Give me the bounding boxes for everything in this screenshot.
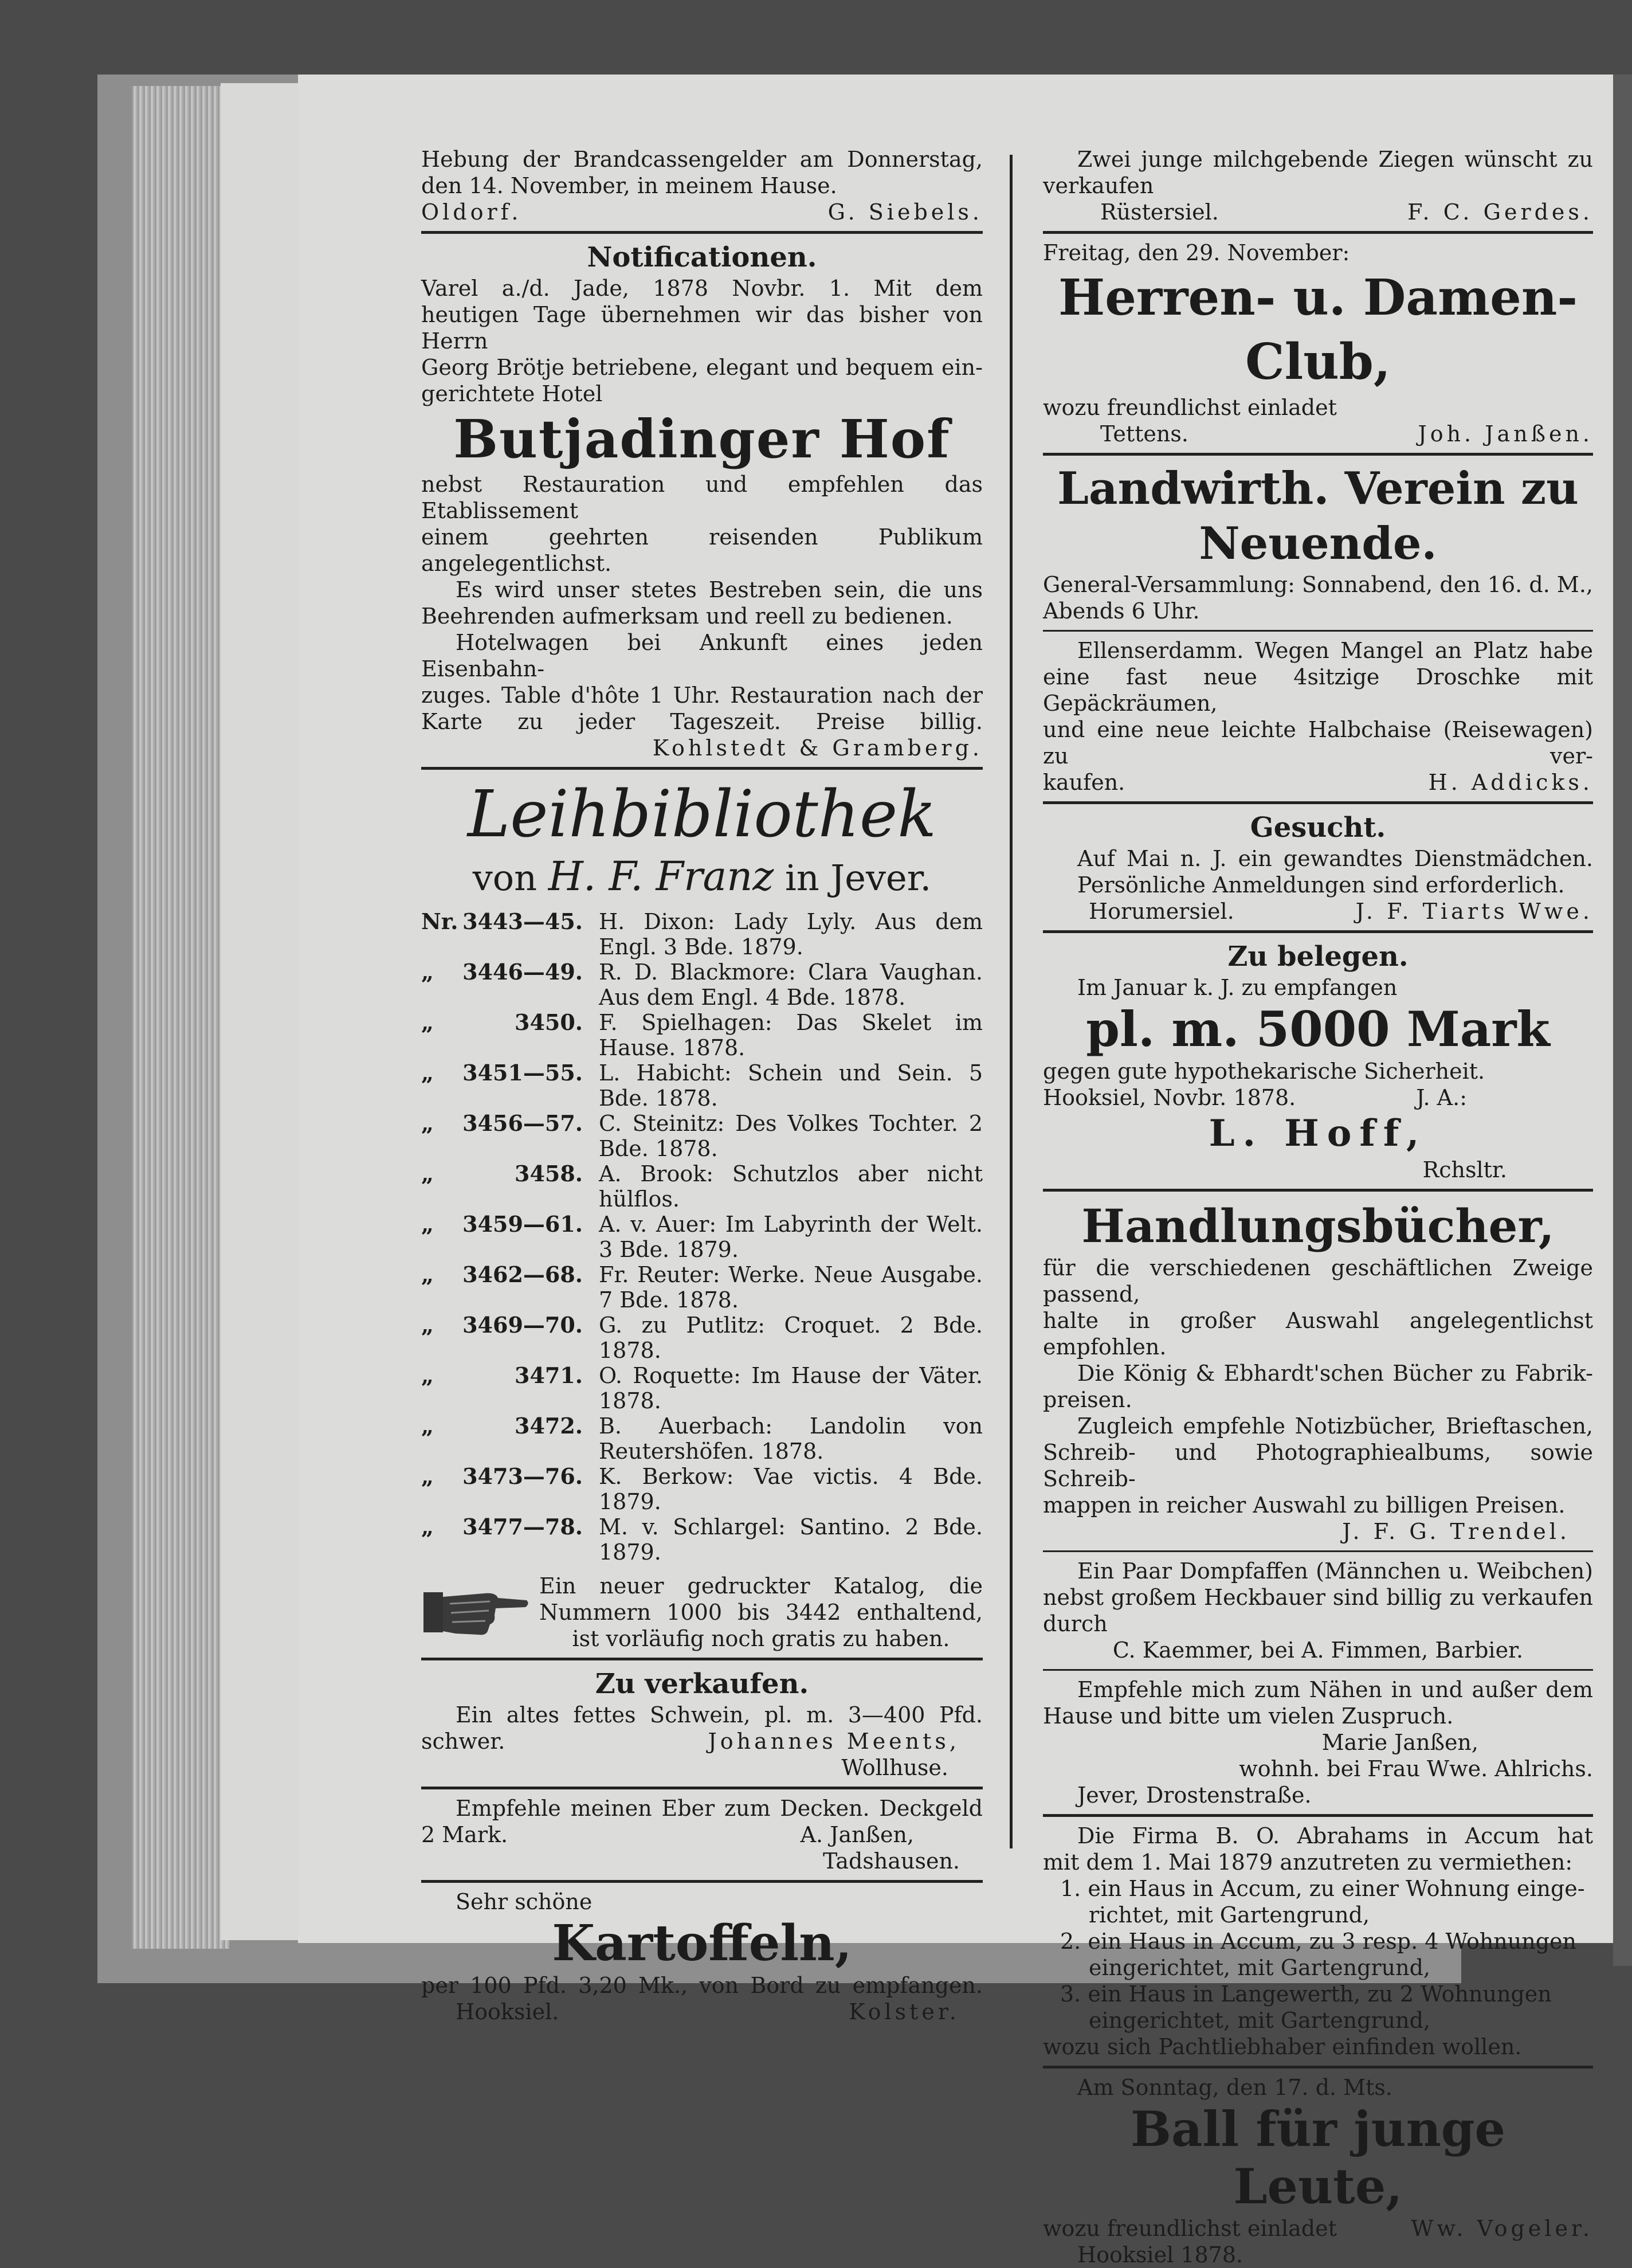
entry-mark: „	[421, 1413, 434, 1439]
entry-text: Fr. Reuter: Werke. Neue Ausgabe. 7 Bde. 1878.	[599, 1262, 983, 1313]
ball-sign: Ww. Vogeler.	[1411, 2216, 1593, 2241]
entry-number: 3472.	[515, 1413, 583, 1439]
entry-number: 3471.	[515, 1362, 583, 1388]
entry-text: K. Berkow: Vae victis. 4 Bde. 1879.	[599, 1464, 983, 1514]
ad-zu-belegen	[1043, 939, 1593, 1183]
entry-mark: „	[421, 1463, 434, 1489]
entry-text: A. v. Auer: Im Labyrinth der Welt. 3 Bde. 1879.	[599, 1212, 983, 1262]
entry-mark: „	[421, 1060, 434, 1086]
divider	[1043, 801, 1593, 804]
entry-mark: „	[421, 1009, 434, 1035]
ad-abrahams	[1043, 1823, 1593, 2060]
eber-place: Tadshausen.	[822, 1848, 960, 1874]
brand-line-1: Hebung der Brandcassengelder am Donnerstag,	[421, 147, 983, 172]
ad-notificationen	[421, 240, 983, 761]
divider	[1043, 1814, 1593, 1817]
notif-body-2: einem geehrten reisenden Publikum angelegentlichst.	[421, 524, 983, 576]
catalog-line-2: Nummern 1000 bis 3442 enthaltend,	[539, 1600, 983, 1625]
library-entry	[421, 959, 983, 1010]
naehen-name: Marie Janßen,	[1321, 1730, 1478, 1755]
verkaufen-line-2a: schwer.	[421, 1729, 505, 1754]
gesucht-sign: J. F. Tiarts Wwe.	[1355, 899, 1593, 924]
belegen-amount: pl. m. 5000 Mark	[1086, 1001, 1550, 1057]
verkaufen-line-1: Ein altes fettes Schwein, pl. m. 3—400 Pfd.	[456, 1702, 983, 1728]
library-entry	[421, 1111, 983, 1161]
naehen-addr: wohnh. bei Frau Wwe. Ahlrichs.	[1239, 1756, 1593, 1781]
divider	[421, 1787, 983, 1789]
entry-number: 3451—55.	[462, 1060, 583, 1086]
handlung-line-3: Die König & Ebhardt'schen Bücher zu Fabrik-	[1077, 1361, 1593, 1386]
ad-gesucht	[1043, 810, 1593, 925]
library-title: Leihbibliothek	[467, 777, 937, 852]
belegen-line-3b: J. A.:	[1416, 1085, 1467, 1110]
gesucht-place: Horumersiel.	[1089, 899, 1234, 924]
abrahams-line-1: Die Firma B. O. Abrahams in Accum hat	[1077, 1823, 1593, 1848]
entry-number: 3456—57.	[462, 1110, 583, 1136]
entry-number: 3459—61.	[462, 1211, 583, 1237]
entry-mark: „	[421, 959, 434, 985]
library-owner: H. F. Franz	[548, 853, 774, 900]
abrahams-item-2: 2. ein Haus in Accum, zu 3 resp. 4 Wohnungen eingerichtet, mit Gartengrund,	[1060, 1929, 1577, 1980]
entry-mark: „	[421, 1312, 434, 1338]
dompfaffen-line-3: C. Kaemmer, bei A. Fimmen, Barbier.	[1112, 1638, 1524, 1663]
club-invite: wozu freundlichst einladet	[1043, 395, 1337, 420]
verein-title-2: Neuende.	[1199, 518, 1437, 570]
ad-kartoffeln	[421, 1889, 983, 2025]
library-entry	[421, 1262, 983, 1313]
ball-title: Ball für junge Leute,	[1131, 2101, 1505, 2215]
notif-body-5: Hotelwagen bei Ankunft eines jeden Eisenbahn-	[421, 630, 983, 681]
droschke-line-1: Ellenserdamm. Wegen Mangel an Platz habe	[1077, 638, 1593, 663]
notif-sign: Kohlstedt & Gramberg.	[652, 735, 983, 761]
notif-body-1: nebst Restauration und empfehlen das Etablissement	[421, 472, 983, 523]
ad-zu-verkaufen	[421, 1666, 983, 1781]
ad-ball	[1043, 2074, 1593, 2268]
handlung-last: mappen in reicher Auswahl zu billigen Preisen.	[1043, 1493, 1566, 1518]
library-place: in Jever.	[784, 857, 932, 899]
club-place: Tettens.	[1100, 421, 1188, 446]
droschke-sign: H. Addicks.	[1428, 770, 1593, 795]
kartoffeln-intro: Sehr schöne	[456, 1889, 593, 1914]
ad-dompfaffen	[1043, 1558, 1593, 1663]
naehen-line-2: Hause und bitte um vielen Zuspruch.	[1043, 1703, 1454, 1729]
naehen-line-1: Empfehle mich zum Nähen in und außer dem	[1077, 1677, 1593, 1702]
handlung-sign: J. F. G. Trendel.	[1342, 1519, 1570, 1544]
entry-text: L. Habicht: Schein und Sein. 5 Bde. 1878.	[599, 1060, 983, 1111]
ad-eber	[421, 1795, 983, 1874]
entry-text: R. D. Blackmore: Clara Vaughan. Aus dem Engl. 4 Bde. 1878.	[599, 959, 983, 1010]
verkaufen-place: Wollhuse.	[841, 1755, 948, 1780]
ad-handlungsbuecher	[1043, 1197, 1593, 1545]
notif-body-3: Es wird unser stetes Bestreben sein, die uns	[456, 577, 983, 602]
abrahams-line-2: mit dem 1. Mai 1879 anzutreten zu vermiethen:	[1043, 1850, 1573, 1875]
handlung-line-1: für die verschiedenen geschäftlichen Zweige passend,	[1043, 1255, 1593, 1307]
notif-line-1: Varel a./d. Jade, 1878 Novbr. 1. Mit dem	[421, 276, 983, 301]
entry-text: A. Brook: Schutzlos aber nicht hülflos.	[599, 1161, 983, 1212]
library-entries	[421, 909, 983, 1565]
handlung-line-4: Zugleich empfehle Notizbücher, Brieftaschen,	[1077, 1413, 1593, 1439]
library-entry	[421, 1212, 983, 1262]
entry-mark: „	[421, 1110, 434, 1136]
notif-body-4: Beehrenden aufmerksam und reell zu bedienen.	[421, 604, 953, 629]
handlung-title: Handlungsbücher,	[1081, 1199, 1555, 1253]
ad-verein	[1043, 461, 1593, 624]
entry-number: 3473—76.	[462, 1463, 583, 1489]
club-sign: Joh. Janßen.	[1418, 421, 1593, 446]
entry-mark: „	[421, 1514, 434, 1540]
eber-line-2a: 2 Mark.	[421, 1822, 508, 1847]
kartoffeln-place: Hooksiel.	[456, 1999, 559, 2024]
droschke-last: kaufen.	[1043, 770, 1125, 795]
eber-line-1: Empfehle meinen Eber zum Decken. Deckgeld	[456, 1796, 983, 1821]
library-by-von: von	[472, 857, 538, 899]
brand-place: Oldorf.	[421, 199, 522, 225]
divider	[421, 231, 983, 234]
dompfaffen-line-2: nebst großem Heckbauer sind billig zu verkaufen durch	[1043, 1585, 1593, 1636]
droschke-line-3: und eine neue leichte Halbchaise (Reisewagen) zu ver-	[1043, 717, 1593, 769]
entry-number: 3469—70.	[462, 1312, 583, 1338]
naehen-place: Jever, Drostenstraße.	[1077, 1783, 1312, 1808]
handlung-line-5: Schreib- und Photographiealbums, sowie Schreib-	[1043, 1440, 1593, 1491]
right-column	[1043, 146, 1593, 2268]
entry-number: 3446—49.	[462, 959, 583, 985]
notif-line-2: heutigen Tage übernehmen wir das bisher von Herrn	[421, 302, 983, 354]
divider	[1043, 2066, 1593, 2069]
library-entry	[421, 1161, 983, 1212]
kartoffeln-sign: Kolster.	[849, 1999, 960, 2024]
ad-leihbibliothek	[421, 775, 983, 1652]
divider	[1043, 630, 1593, 632]
pointing-hand-icon	[421, 1581, 530, 1644]
entry-number: 3443—45.	[462, 908, 583, 934]
notif-heading: Notificationen.	[587, 241, 817, 273]
brand-line-2: den 14. November, in meinem Hause.	[421, 173, 837, 198]
entry-mark: „	[421, 1161, 434, 1186]
abrahams-last: wozu sich Pachtliebhaber einfinden wollen.	[1043, 2034, 1522, 2059]
catalog-line-1: Ein neuer gedruckter Katalog, die	[539, 1573, 983, 1599]
library-entry	[421, 1060, 983, 1111]
library-entry	[421, 1413, 983, 1464]
library-entry	[421, 1464, 983, 1514]
notif-line-3: Georg Brötje betriebene, elegant und bequem ein-	[421, 355, 983, 380]
page-edges	[132, 86, 229, 1949]
notif-body-6: zuges. Table d'hôte 1 Uhr. Restauration nach der	[421, 683, 983, 708]
verein-line-2: Abends 6 Uhr.	[1043, 598, 1200, 624]
belegen-line-2: gegen gute hypothekarische Sicherheit.	[1043, 1059, 1485, 1084]
gesucht-heading: Gesucht.	[1250, 812, 1386, 844]
handlung-line-2: halte in großer Auswahl angelegentlichst empfohlen.	[1043, 1308, 1593, 1360]
handlung-preisen: preisen.	[1043, 1387, 1132, 1412]
abrahams-list	[1043, 1875, 1593, 2034]
divider	[1043, 1550, 1593, 1552]
eber-sign: A. Janßen,	[800, 1822, 914, 1847]
library-entry	[421, 1313, 983, 1363]
library-entry	[421, 1514, 983, 1565]
verkaufen-sign: Johannes Meents,	[708, 1729, 960, 1754]
ad-club	[1043, 240, 1593, 447]
ziegen-place: Rüstersiel.	[1100, 199, 1219, 225]
entry-text: B. Auerbach: Landolin von Reutershöfen. 1878.	[599, 1413, 983, 1464]
belegen-line-1: Im Januar k. J. zu empfangen	[1077, 975, 1398, 1000]
abrahams-item-1: 1. ein Haus in Accum, zu einer Wohnung einge- richtet, mit Gartengrund,	[1060, 1876, 1585, 1928]
entry-mark: „	[421, 1211, 434, 1237]
verein-title-1: Landwirth. Verein zu	[1057, 463, 1579, 515]
entry-text: C. Steinitz: Des Volkes Tochter. 2 Bde. 1878.	[599, 1111, 983, 1161]
notif-line-4: gerichtete Hotel	[421, 381, 603, 406]
library-entry	[421, 1363, 983, 1413]
entry-mark: „	[421, 1262, 434, 1287]
entry-number: 3477—78.	[462, 1514, 583, 1540]
dompfaffen-line-1: Ein Paar Dompfaffen (Männchen u. Weibchen)	[1077, 1558, 1593, 1584]
divider	[421, 767, 983, 770]
divider	[1043, 1669, 1593, 1671]
divider	[1043, 930, 1593, 933]
belegen-heading: Zu belegen.	[1227, 941, 1409, 973]
ad-naehen	[1043, 1676, 1593, 1808]
belegen-sign: L. Hoff,	[1209, 1112, 1427, 1155]
kartoffeln-title: Kartoffeln,	[552, 1914, 852, 1972]
droschke-line-2: eine fast neue 4sitzige Droschke mit Gepäckräumen,	[1043, 664, 1593, 716]
ziegen-line-2: verkaufen	[1043, 173, 1154, 198]
entry-text: G. zu Putlitz: Croquet. 2 Bde. 1878.	[599, 1313, 983, 1363]
column-divider	[1010, 155, 1013, 1848]
entry-text: F. Spielhagen: Das Skelet im Hause. 1878.	[599, 1010, 983, 1060]
catalog-line-3: ist vorläufig noch gratis zu haben.	[572, 1626, 950, 1651]
ziegen-line-1: Zwei junge milchgebende Ziegen wünscht zu	[1077, 147, 1593, 172]
abrahams-item-3: 3. ein Haus in Langewerth, zu 2 Wohnungen eingerichtet, mit Gartengrund,	[1060, 1981, 1552, 2033]
divider	[1043, 453, 1593, 456]
ad-droschke	[1043, 637, 1593, 796]
notif-body-7: Karte zu jeder Tageszeit. Preise billig.	[421, 709, 983, 734]
book-right-edge	[1613, 75, 1632, 1966]
belegen-role: Rchsltr.	[1422, 1157, 1507, 1182]
ball-place: Hooksiel 1878.	[1077, 2242, 1243, 2267]
library-entry	[421, 909, 983, 959]
ad-brandcasse	[421, 146, 983, 225]
club-date: Freitag, den 29. November:	[1043, 240, 1350, 265]
divider	[1043, 1189, 1593, 1192]
entry-text: M. v. Schlargel: Santino. 2 Bde. 1879.	[599, 1514, 983, 1565]
gesucht-line-2: Persönliche Anmeldungen sind erforderlich.	[1077, 872, 1565, 898]
entry-text: O. Roquette: Im Hause der Väter. 1878.	[599, 1363, 983, 1413]
verein-line-1: General-Versammlung: Sonnabend, den 16. d. M.,	[1043, 572, 1593, 597]
verkaufen-heading: Zu verkaufen.	[595, 1668, 809, 1700]
library-entry	[421, 1010, 983, 1060]
belegen-line-3a: Hooksiel, Novbr. 1878.	[1043, 1085, 1296, 1110]
catalog-notice	[421, 1573, 983, 1652]
divider	[421, 1880, 983, 1883]
hotel-name: Butjadinger Hof	[453, 408, 951, 470]
ball-invite: wozu freundlichst einladet	[1043, 2216, 1337, 2241]
entry-text: H. Dixon: Lady Lyly. Aus dem Engl. 3 Bde. 1879.	[599, 909, 983, 959]
left-column	[421, 146, 983, 2025]
entry-mark: Nr.	[421, 908, 458, 934]
divider	[421, 1658, 983, 1660]
gesucht-line-1: Auf Mai n. J. ein gewandtes Dienstmädchen.	[1077, 846, 1593, 871]
brand-sign: G. Siebels.	[827, 199, 983, 225]
entry-number: 3458.	[515, 1161, 583, 1186]
ball-date: Am Sonntag, den 17. d. Mts.	[1077, 2075, 1392, 2100]
entry-number: 3450.	[515, 1009, 583, 1035]
ad-ziegen	[1043, 146, 1593, 225]
entry-mark: „	[421, 1362, 434, 1388]
ziegen-sign: F. C. Gerdes.	[1407, 199, 1593, 225]
entry-number: 3462—68.	[462, 1262, 583, 1287]
kartoffeln-line: per 100 Pfd. 3,20 Mk., von Bord zu empfangen.	[421, 1973, 983, 1998]
divider	[1043, 231, 1593, 234]
club-title: Herren- u. Damen-Club,	[1058, 269, 1578, 391]
